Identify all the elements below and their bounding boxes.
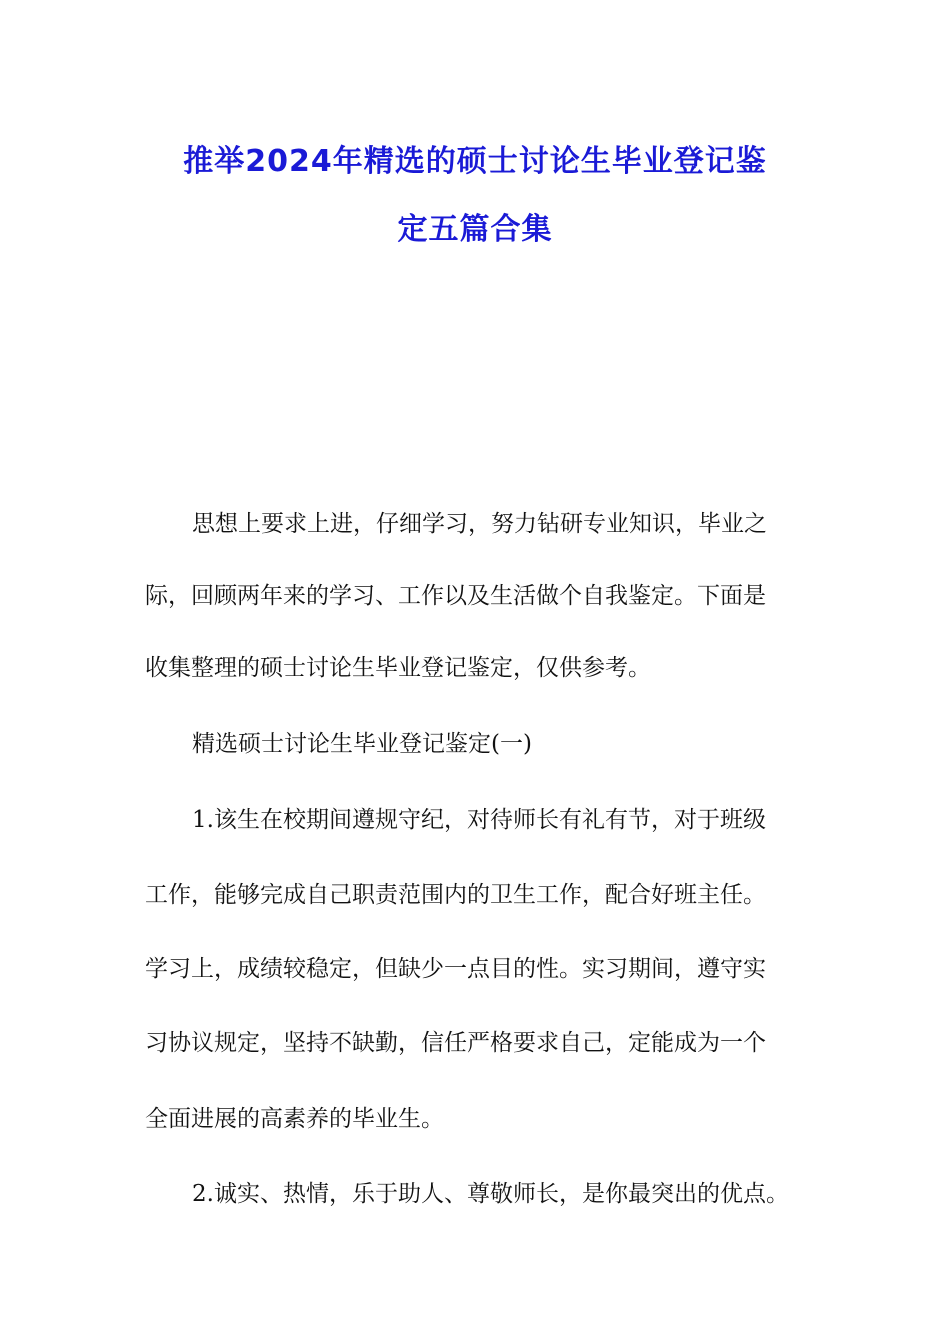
paragraph-intro-line-3: 收集整理的硕士讨论生毕业登记鉴定，仅供参考。 (145, 655, 651, 681)
item-1-line-1: 1.该生在校期间遵规守纪，对待师长有礼有节，对于班级 (192, 807, 766, 833)
item-1-line-5: 全面进展的高素养的毕业生。 (145, 1106, 444, 1132)
document-title-line-2: 定五篇合集 (397, 212, 553, 247)
item-1-line-2: 工作，能够完成自己职责范围内的卫生工作，配合好班主任。 (145, 882, 766, 908)
section-heading: 精选硕士讨论生毕业登记鉴定(一) (192, 731, 532, 757)
paragraph-intro-line-2: 际，回顾两年来的学习、工作以及生活做个自我鉴定。下面是 (145, 583, 766, 609)
paragraph-intro-line-1: 思想上要求上进，仔细学习，努力钻研专业知识，毕业之 (192, 511, 767, 537)
document-title-line-1: 推举2024年精选的硕士讨论生毕业登记鉴 (183, 144, 767, 179)
item-1-line-3: 学习上，成绩较稳定，但缺少一点目的性。实习期间，遵守实 (145, 956, 766, 982)
item-1-line-4: 习协议规定，坚持不缺勤，信任严格要求自己，定能成为一个 (145, 1030, 766, 1056)
item-2-line-1: 2.诚实、热情，乐于助人、尊敬师长，是你最突出的优点。 (192, 1181, 789, 1207)
